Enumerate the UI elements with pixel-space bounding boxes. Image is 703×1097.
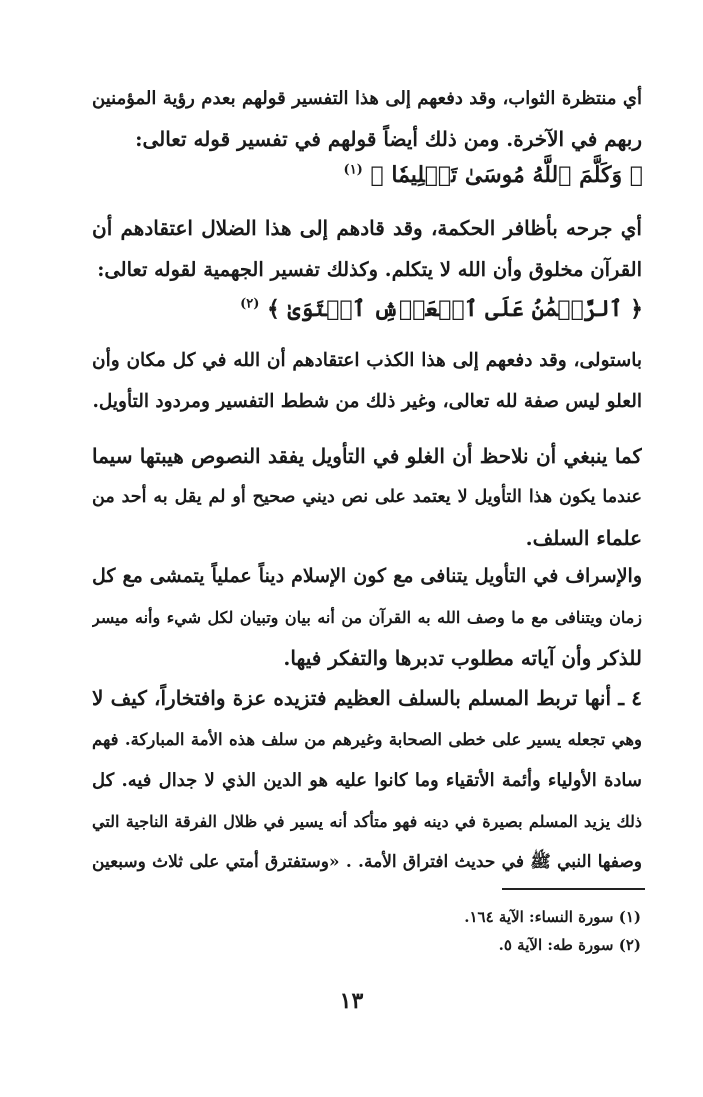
paragraph-1 bbox=[92, 78, 642, 160]
paragraph-6 bbox=[92, 678, 642, 883]
footnote-ref: (٢) bbox=[240, 296, 260, 312]
text-line: أي منتظرة الثواب، وقد دفعهم إلى هذا التفسير قولهم بعدم رؤية المؤمنين bbox=[92, 88, 642, 109]
footnote-ref: (١) bbox=[343, 162, 363, 178]
text-line: كما ينبغي أن نلاحظ أن الغلو في التأويل يفقد النصوص هيبتها سيما bbox=[92, 444, 642, 468]
text-line: سادة الأولياء وأئمة الأتقياء وما كانوا عليه هو الدين الذي لا جدال فيه. كل bbox=[92, 770, 642, 791]
text-line: زمان ويتنافى مع ما وصف الله به القرآن من أنه بيان وتبيان لكل شيء وأنه ميسر bbox=[92, 608, 642, 627]
quran-verse-2 bbox=[240, 296, 643, 322]
text-line: علماء السلف. bbox=[525, 526, 642, 550]
text-line: ربهم في الآخرة. ومن ذلك أيضاً قولهم في تفسير قوله تعالى: bbox=[135, 127, 642, 151]
text-line: ذلك يزيد المسلم بصيرة في دينه فهو متأكد أنه يسير في ظلال الفرقة الناجية التي bbox=[92, 812, 642, 831]
paragraph-2 bbox=[92, 208, 642, 290]
footnote-1: (١) سورة النساء: الآية ١٦٤. bbox=[464, 908, 641, 926]
text-line: وصفها النبي ﷺ في حديث افتراق الأمة. . «وستفترق أمتي على ثلاث وسبعين bbox=[92, 852, 642, 872]
text-line: ٤ ـ أنها تربط المسلم بالسلف العظيم فتزيده عزة وافتخاراً، كيف لا bbox=[92, 686, 642, 710]
page-number: ١٣ bbox=[339, 988, 364, 1014]
paragraph-3 bbox=[92, 340, 642, 422]
text-line: للذكر وأن آياته مطلوب تدبرها والتفكر فيها. bbox=[283, 646, 642, 670]
text-line: وهي تجعله يسير على خطى الصحابة وغيرهم من سلف هذه الأمة المباركة. فهم bbox=[92, 730, 642, 749]
text-line: باستولى، وقد دفعهم إلى هذا الكذب اعتقادهم أن الله في كل مكان وأن bbox=[92, 350, 642, 371]
quran-verse-1 bbox=[344, 162, 643, 188]
paragraph-5 bbox=[92, 556, 642, 679]
text-line: عندما يكون هذا التأويل لا يعتمد على نص ديني صحيح أو لم يقل به أحد من bbox=[92, 487, 642, 507]
footnote-2: (٢) سورة طه: الآية ٥. bbox=[498, 936, 641, 954]
verse-text: ﴿ ٱلرَّحۡمَٰنُ عَلَى ٱلۡعَرۡشِ ٱسۡتَوَىٰ ﴾ bbox=[267, 296, 643, 322]
text-line: العلو ليس صفة لله تعالى، وغير ذلك من شطط التفسير ومردود التأويل. bbox=[92, 391, 642, 412]
footnote-separator bbox=[502, 888, 645, 890]
text-line: والإسراف في التأويل يتنافى مع كون الإسلام ديناً عملياً يتمشى مع كل bbox=[92, 565, 642, 587]
text-line: أي جرحه بأظافر الحكمة، وقد قادهم إلى هذا الضلال اعتقادهم أن bbox=[92, 216, 642, 240]
verse-text: ﴿ وَكَلَّمَ ٱللَّهُ مُوسَىٰ تَكۡلِيمٗا ﴾ bbox=[370, 162, 643, 188]
paragraph-4 bbox=[92, 436, 642, 559]
text-line: القرآن مخلوق وأن الله لا يتكلم. وكذلك تفسير الجهمية لقوله تعالى: bbox=[97, 258, 642, 281]
